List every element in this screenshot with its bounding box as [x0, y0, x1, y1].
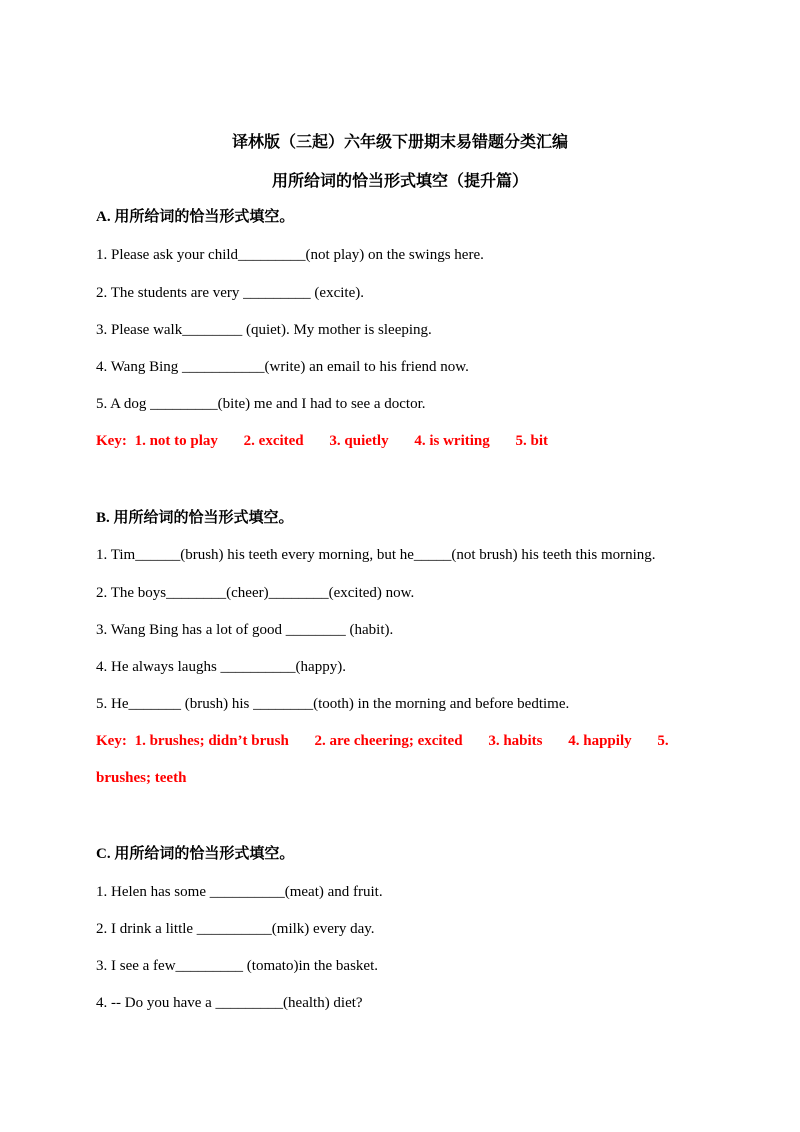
- answer-key-item: 3. quietly: [329, 433, 389, 449]
- document-subtitle: 用所给词的恰当形式填空（提升篇）: [271, 173, 528, 190]
- section-a-answer-key: [96, 431, 548, 451]
- answer-key-item: 3. habits: [488, 733, 543, 749]
- answer-key-item: 2. excited: [243, 433, 304, 449]
- section-a-question-5: 5. A dog _________(bite) me and I had to see a doctor.: [96, 396, 426, 412]
- section-b-question-1: 1. Tim______(brush) his teeth every morning, but he_____(not brush) his teeth this morning.: [96, 547, 656, 563]
- answer-key-item: 5. bit: [515, 433, 549, 449]
- section-c-question-1: 1. Helen has some __________(meat) and fruit.: [96, 884, 383, 900]
- section-a-question-2: 2. The students are very _________ (excite).: [96, 285, 364, 301]
- section-b-heading: B. 用所给词的恰当形式填空。: [96, 510, 294, 526]
- section-c-question-3: 3. I see a few_________ (tomato)in the basket.: [96, 958, 379, 974]
- section-a-question-4: 4. Wang Bing ___________(write) an email to his friend now.: [96, 359, 469, 375]
- section-a-heading: A. 用所给词的恰当形式填空。: [96, 209, 295, 225]
- section-b-question-5: 5. He_______ (brush) his ________(tooth) in the morning and before bedtime.: [96, 696, 570, 712]
- section-b-question-4: 4. He always laughs __________(happy).: [96, 659, 346, 675]
- document-title: 译林版（三起）六年级下册期末易错题分类汇编: [231, 134, 568, 151]
- answer-key-item: 5.: [657, 733, 669, 749]
- section-c-question-4: 4. -- Do you have a _________(health) diet?: [96, 995, 363, 1011]
- answer-key-item: 1. not to play: [134, 433, 218, 449]
- answer-key-item: 1. brushes; didn’t brush: [134, 733, 289, 749]
- section-b-answer-key: [96, 731, 669, 751]
- section-a-question-3: 3. Please walk________ (quiet). My mother is sleeping.: [96, 322, 432, 338]
- section-b-question-3: 3. Wang Bing has a lot of good ________ (habit).: [96, 622, 394, 638]
- answer-key-item: 4. is writing: [414, 433, 490, 449]
- section-a-question-1: 1. Please ask your child_________(not play) on the swings here.: [96, 247, 484, 263]
- section-b-question-2: 2. The boys________(cheer)________(excited) now.: [96, 585, 415, 601]
- answer-key-item: 2. are cheering; excited: [314, 733, 463, 749]
- section-c-heading: C. 用所给词的恰当形式填空。: [96, 846, 295, 862]
- section-c-question-2: 2. I drink a little __________(milk) every day.: [96, 921, 375, 937]
- answer-key-label: Key:: [96, 733, 127, 749]
- answer-key-label: Key:: [96, 433, 127, 449]
- section-b-answer-key-continuation: brushes; teeth: [96, 770, 187, 786]
- answer-key-item: 4. happily: [568, 733, 632, 749]
